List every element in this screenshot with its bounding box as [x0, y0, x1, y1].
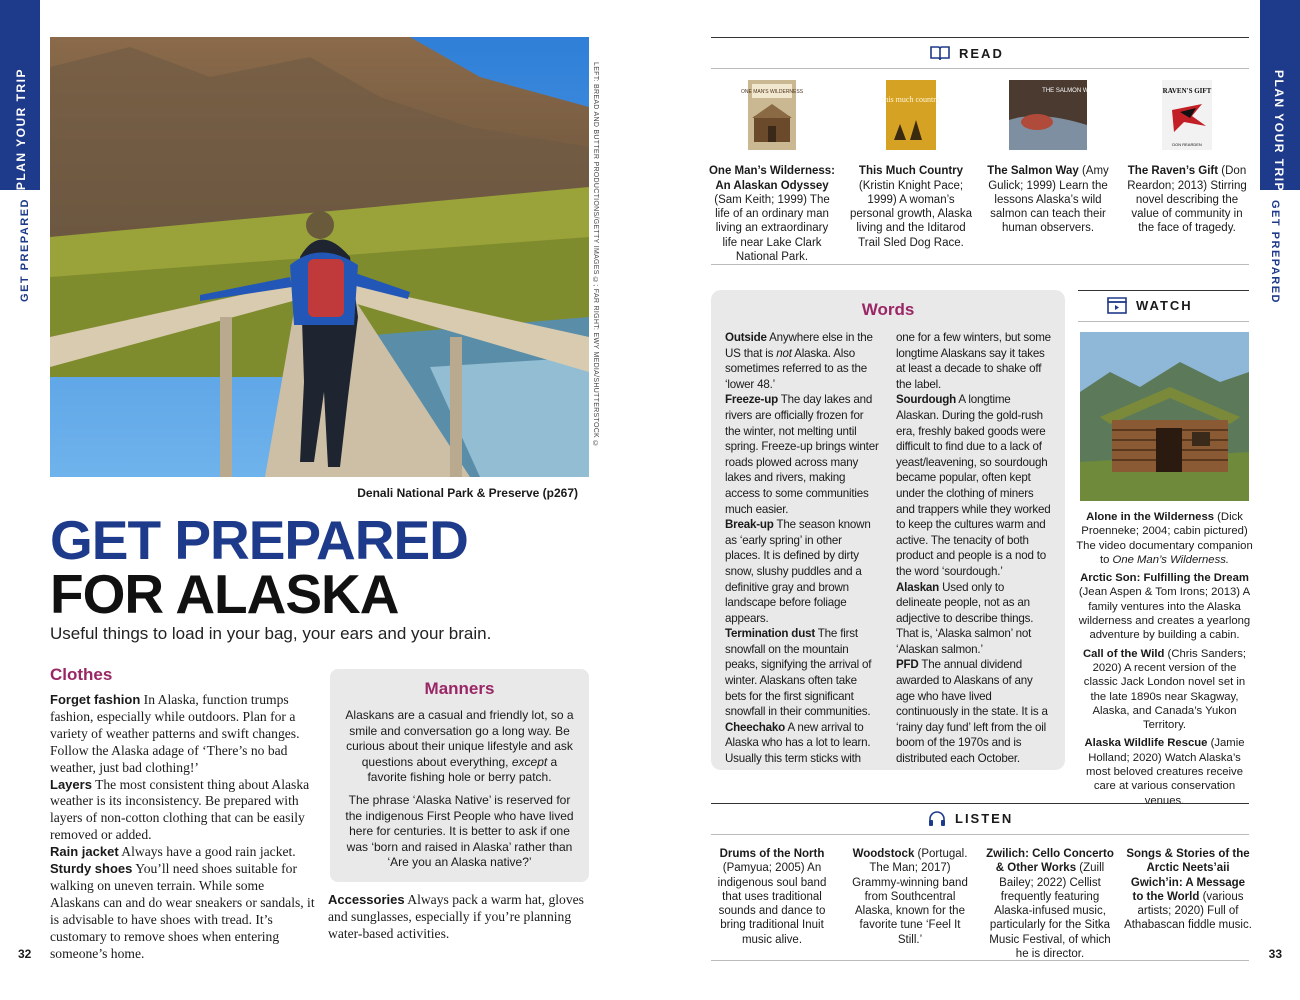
word-definition: Alaska. Also sometimes referred to as the ‘lower 48.’ [725, 346, 867, 391]
manners-paragraph: The phrase ‘Alaska Native’ is reserved for the indigenous First People who have lived here for centuries. It is better to ask if one was ‘born and raised in Alaska’ rather than ‘Are you an Alaska native?’ [345, 792, 574, 870]
film-item [1076, 510, 1253, 567]
song-item [1124, 847, 1252, 933]
song-title: Zwilich: Cello Concerto & Other Works [986, 848, 1114, 875]
word-term: Break-up [725, 518, 774, 532]
plan-your-trip-label-right: PLAN YOUR TRIP [1272, 70, 1286, 193]
words-title: Words [861, 300, 915, 319]
book-description: (Kristin Knight Pace; 1999) A woman’s personal growth, Alaska living and the Iditarod Trail Sled Dog Race. [849, 179, 973, 249]
film-item [1076, 736, 1253, 807]
word-term: Sourdough [896, 393, 957, 407]
read-top-rule [711, 37, 1249, 38]
book-description: (Sam Keith; 1999) The life of an ordinary man living an extraordinary life near Lake Clark National Park. [714, 193, 830, 264]
book-item [1122, 80, 1252, 236]
get-prepared-label-left: GET PREPARED [19, 198, 31, 302]
listen-header-rule [711, 834, 1249, 835]
film-emphasis: One Man’s Wilderness. [1112, 553, 1230, 566]
manners-emphasis: except [511, 754, 548, 769]
word-term: Cheechako [725, 720, 786, 734]
word-definition: The first snowfall on the mountain peaks, signifying the arrival of winter. Alaskans often take bets for the first significant snowfall in their communities. [725, 627, 872, 719]
clothes-text: In Alaska, function trumps fashion, especially while outdoors. Plan for a variety of weather patterns and swift changes. Follow the Alaska adage of ‘There’s no bad weather, just bad clothing!’ [50, 692, 300, 775]
accessories-paragraph [328, 892, 590, 943]
read-header [930, 45, 1004, 61]
word-definition: one for a few winters, but some longtime Alaskans say it takes at least a decade to shake off the label. [896, 331, 1051, 391]
film-clapper-icon [1107, 297, 1127, 314]
listen-bottom-rule [711, 960, 1249, 961]
cover-text: this much country [882, 95, 940, 104]
plan-your-trip-label-left: PLAN YOUR TRIP [14, 68, 28, 191]
word-definition: The day lakes and rivers are officially frozen for the winter, not melting until spring. Freeze-up brings winter roads plowed across many lakes and rivers, making access to some communities much easier. [725, 393, 879, 516]
film-list [1076, 510, 1253, 812]
word-term: Freeze-up [725, 393, 778, 407]
page-number-right: 33 [1268, 947, 1282, 961]
clothes-term: Layers [50, 776, 92, 792]
song-item [708, 847, 836, 947]
word-emphasis: not [776, 346, 792, 360]
cover-author: DON REARDEN [1172, 142, 1202, 147]
clothes-section [50, 665, 315, 963]
song-description: (Zuill Bailey; 2022) Cellist frequently featuring Alaska-infused music, particularly for the Sitka Music Festival, of which he is director. [989, 862, 1111, 961]
read-header-rule [711, 68, 1249, 69]
listen-header [928, 810, 1013, 827]
song-title: Drums of the North [719, 848, 825, 860]
book-item [707, 80, 837, 264]
film-title: Alone in the Wilderness [1086, 511, 1215, 523]
manners-box [330, 669, 589, 882]
hiker-bridge-photo [50, 37, 589, 477]
film-description: (Jamie Holland; 2020) Watch Alaska’s most beloved creatures receive care at various conservation venues. [1086, 737, 1245, 807]
watch-header [1107, 297, 1193, 314]
clothes-text: You’ll need shoes suitable for walking on uneven terrain. While some Alaskans can and do wear sneakers or sandals, it is advisable to have shoes with tread. It’s customary to remove shoes when entering someone’s home. [50, 861, 315, 961]
song-description: (Pamyua; 2005) An indigenous soul band that uses traditional sounds and dance to bring traditional Inuit music alive. [717, 862, 827, 946]
accessories-term: Accessories [328, 892, 405, 907]
book-description: (Amy Gulick; 1999) Learn the lessons Alaska’s wild salmon can teach their human observers. [988, 165, 1109, 235]
read-label: READ [959, 45, 1004, 61]
book-item [983, 80, 1113, 236]
page-subtitle: Useful things to load in your bag, your ears and your brain. [50, 624, 492, 643]
manners-text: a favorite fishing hole or berry patch. [367, 754, 558, 785]
words-column-1 [725, 330, 880, 767]
song-item [983, 847, 1117, 961]
word-definition: The annual dividend awarded to Alaskans of any age who have lived continuously in the state. It is a ‘rainy day fund’ left from the oil boom of the 1970s and is distributed each October. [896, 658, 1048, 766]
listen-label: LISTEN [955, 811, 1014, 826]
clothes-term: Rain jacket [50, 844, 119, 860]
manners-title: Manners [424, 679, 495, 698]
word-definition: Anywhere else in the US that is [725, 331, 873, 360]
clothes-text: The most consistent thing about Alaska weather is its inconsistency. Be prepared with layers of non-cotton clothing that can be easily removed or added. [50, 776, 310, 843]
film-description: (Chris Sanders; 2020) A recent version of the classic Jack London novel set in the late 1890s near Skagway, Alaska, and Canada’s Yukon Territory. [1083, 647, 1247, 732]
accessories-text: Always pack a warm hat, gloves and sunglasses, especially if you’re planning water-based activities. [328, 892, 584, 941]
book-cover-the-salmon-way [1009, 80, 1096, 150]
film-title: Call of the Wild [1082, 647, 1165, 660]
page-number-left: 32 [18, 947, 32, 961]
watch-top-rule [1078, 290, 1249, 291]
word-definition: The season known as ‘early spring’ in other places. It is defined by dirty snow, slushy puddles and a definitive gray and brown landscape before foliage appears. [725, 518, 871, 625]
manners-paragraph [342, 708, 577, 786]
song-description: (various artists; 2020) Full of Athabascan fiddle music. [1124, 890, 1252, 932]
word-term: Alaskan [896, 580, 940, 594]
word-definition: A new arrival to Alaska who has a lot to learn. Usually this term sticks with [725, 720, 871, 766]
read-bottom-rule [711, 264, 1249, 265]
words-box [711, 290, 1065, 770]
listen-top-rule [711, 803, 1249, 804]
headphones-icon [928, 810, 946, 827]
book-title: The Salmon Way [987, 165, 1079, 178]
film-description: (Dick Proenneke; 2004; cabin pictured) The video documentary companion to [1076, 511, 1253, 566]
book-title: The Raven’s Gift [1127, 165, 1219, 178]
song-title: Woodstock [852, 848, 915, 860]
clothes-term: Sturdy shoes [50, 861, 133, 877]
watch-label: WATCH [1136, 298, 1193, 313]
book-cover-this-much-country [882, 80, 940, 150]
word-term: PFD [896, 658, 919, 672]
film-title: Alaska Wildlife Rescue [1084, 737, 1208, 750]
word-term: Outside [725, 331, 767, 344]
film-item [1076, 571, 1253, 642]
get-prepared-label-right: GET PREPARED [1269, 200, 1281, 304]
clothes-term: Forget fashion [50, 692, 141, 707]
photo-caption: Denali National Park & Preserve (p267) [357, 486, 578, 500]
film-description: (Jean Aspen & Tom Irons; 2013) A family ventures into the Alaska wilderness and creates a yearlong adventure by building a cabin. [1078, 586, 1251, 642]
page-title-line1: GET PREPARED [50, 509, 468, 571]
song-title: Songs & Stories of the Arctic Neets’aii Gwich’in: A Message to the World [1126, 848, 1250, 903]
song-description: (Portugal. The Man; 2017) Grammy-winning band from Southcentral Alaska, known for the favorite tune ‘Feel It Still.’ [852, 848, 968, 946]
word-definition: A longtime Alaskan. During the gold-rush era, freshly baked goods were difficult to find due to a lack of yeast/leavening, so sourdough became popular, often kept under the clothing of miners and trappers while they worked to keep the cultures warm and active. The tenacity of both product and people is a nod to the word ‘sourdough.’ [896, 393, 1051, 578]
book-item [846, 80, 976, 250]
book-description: (Don Reardon; 2013) Stirring novel describing the value of community in the face of tragedy. [1127, 165, 1247, 235]
clothes-body [50, 692, 315, 963]
cover-text: RAVEN'S GIFT [1162, 87, 1212, 95]
word-term: Termination dust [725, 627, 815, 641]
book-cover-one-mans-wilderness [740, 80, 804, 150]
song-item [846, 847, 974, 947]
words-column-2 [896, 330, 1051, 767]
book-cover-the-ravens-gift [1162, 80, 1212, 150]
film-title: Arctic Son: Fulfilling the Dream [1080, 572, 1249, 585]
page-title-line2: FOR ALASKA [50, 563, 399, 625]
clothes-title: Clothes [50, 665, 113, 684]
photo-credit: LEFT: BREAD AND BUTTER PRODUCTIONS/GETTY IMAGES ©; FAR RIGHT: EWY MEDIA/SHUTTERSTOCK © [592, 62, 599, 448]
film-item [1076, 647, 1253, 733]
cover-text: ONE MAN'S WILDERNESS [740, 89, 804, 95]
manners-text: Alaskans are a casual and friendly lot, so a smile and conversation go a long way. Be curious about their unique lifestyle and ask questions about everything, [345, 708, 574, 769]
word-definition: Used only to delineate people, not as an adjective to describe things. That is, ‘Alaska salmon’ not ‘Alaskan salmon.’ [896, 580, 1034, 656]
clothes-text: Always have a good rain jacket. [118, 844, 296, 860]
book-title: This Much Country [858, 165, 964, 178]
book-title: One Man’s Wilderness: An Alaskan Odyssey [708, 165, 835, 192]
cover-text: THE SALMON WAY [1042, 88, 1096, 94]
cabin-photo [1080, 332, 1249, 501]
watch-header-rule [1078, 321, 1249, 322]
book-icon [930, 45, 950, 61]
